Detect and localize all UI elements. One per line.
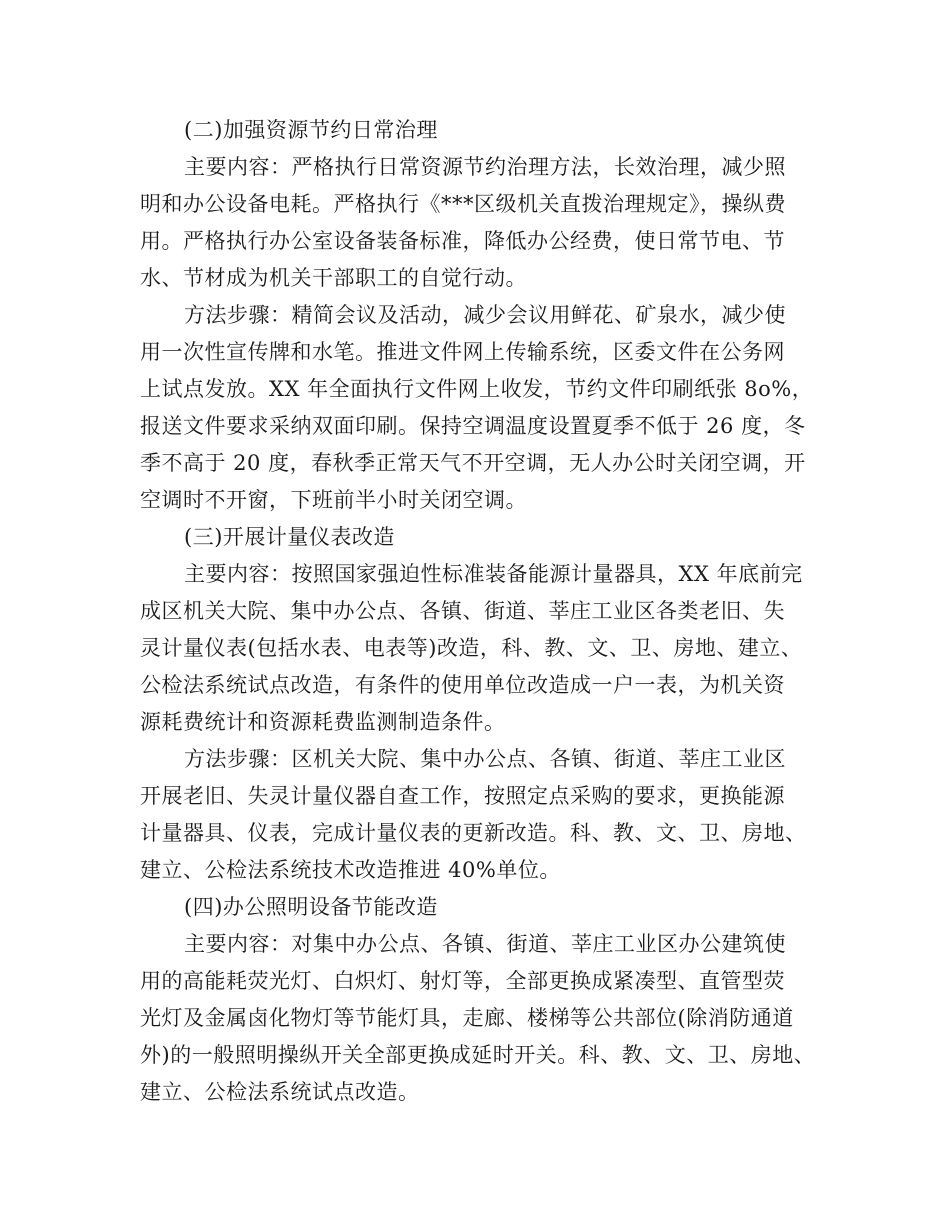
section-heading: (二)加强资源节约日常治理: [184, 118, 438, 142]
section-heading: (四)办公照明设备节能改造: [184, 895, 438, 919]
paragraph-line: 用的高能耗荧光灯、白炽灯、射灯等，全部更换成紧凑型、直管型荧: [140, 969, 785, 993]
paragraph-line: 报送文件要求采纳双面印刷。保持空调温度设置夏季不低于 26 度，冬: [140, 414, 806, 438]
paragraph-line: 灵计量仪表(包括水表、电表等)改造，科、教、文、卫、房地、建立、: [140, 636, 803, 660]
paragraph-line: 方法步骤：区机关大院、集中办公点、各镇、街道、莘庄工业区: [184, 747, 786, 771]
paragraph: [140, 741, 826, 889]
paragraph: [140, 556, 826, 741]
paragraph: [140, 926, 826, 1111]
section-heading: (三)开展计量仪表改造: [184, 525, 395, 549]
paragraph-line: 主要内容：对集中办公点、各镇、街道、莘庄工业区办公建筑使: [184, 932, 786, 956]
document-body: [140, 112, 826, 1111]
paragraph-line: 水、节材成为机关干部职工的自觉行动。: [140, 266, 527, 290]
paragraph-line: 用一次性宣传牌和水笔。推进文件网上传输系统，区委文件在公务网: [140, 340, 785, 364]
paragraph: [140, 149, 826, 297]
paragraph-line: 源耗费统计和资源耗费监测制造条件。: [140, 710, 506, 734]
paragraph: [140, 297, 826, 519]
paragraph-line: 公检法系统试点改造，有条件的使用单位改造成一户一表，为机关资: [140, 673, 785, 697]
paragraph-line: 主要内容：严格执行日常资源节约治理方法，长效治理，减少照: [184, 155, 786, 179]
paragraph-line: 季不高于 20 度，春秋季正常天气不开空调，无人办公时关闭空调，开: [140, 451, 806, 475]
paragraph-line: 建立、公检法系统技术改造推进 40%单位。: [140, 858, 561, 882]
paragraph-line: 光灯及金属卤化物灯等节能灯具，走廊、楼梯等公共部位(除消防通道: [140, 1006, 794, 1030]
paragraph-line: 方法步骤：精简会议及活动，减少会议用鲜花、矿泉水，减少使: [184, 303, 786, 327]
paragraph-line: 开展老旧、失灵计量仪器自查工作，按照定点采购的要求，更换能源: [140, 784, 785, 808]
paragraph-line: 成区机关大院、集中办公点、各镇、街道、莘庄工业区各类老旧、失: [140, 599, 785, 623]
paragraph-line: 用。严格执行办公室设备装备标准，降低办公经费，使日常节电、节: [140, 229, 785, 253]
paragraph-line: 空调时不开窗，下班前半小时关闭空调。: [140, 488, 527, 512]
paragraph-line: 上试点发放。XX 年全面执行文件网上收发，节约文件印刷纸张 8o%，: [140, 377, 814, 401]
paragraph-line: 计量器具、仪表，完成计量仪表的更新改造。科、教、文、卫、房地、: [140, 821, 807, 845]
paragraph-line: 外)的一般照明操纵开关全部更换成延时开关。科、教、文、卫、房地、: [140, 1043, 816, 1067]
paragraph-line: 建立、公检法系统试点改造。: [140, 1080, 420, 1104]
paragraph-line: 主要内容：按照国家强迫性标准装备能源计量器具，XX 年底前完: [184, 562, 803, 586]
paragraph-line: 明和办公设备电耗。严格执行《***区级机关直拨治理规定》，操纵费: [140, 192, 786, 216]
